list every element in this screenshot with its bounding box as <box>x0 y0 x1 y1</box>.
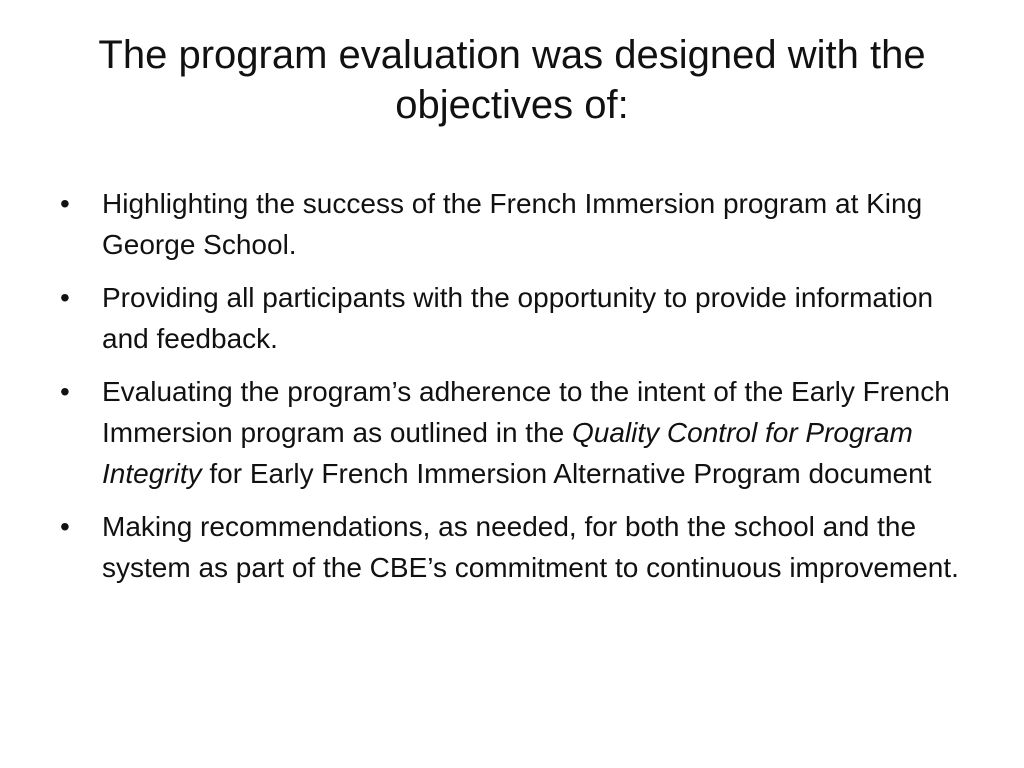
objectives-list <box>60 183 980 600</box>
bullet-text-before: Evaluating the program’s adherence to the intent of the Early French Immersion program as outlined in the <box>102 376 950 448</box>
bullet-icon: • <box>60 188 70 219</box>
bullet-text: Providing all participants with the opportunity to provide information and feedback. <box>102 282 934 354</box>
list-item <box>60 183 980 265</box>
bullet-icon: • <box>60 511 70 542</box>
list-item <box>60 506 980 588</box>
list-item <box>60 371 980 494</box>
bullet-icon: • <box>60 282 70 313</box>
bullet-icon: • <box>60 376 70 407</box>
list-item <box>60 277 980 359</box>
bullet-text: Highlighting the success of the French Immersion program at King George School. <box>102 188 923 260</box>
slide-title: The program evaluation was designed with the objectives of: <box>98 33 926 127</box>
bullet-text-after: for Early French Immersion Alternative Program document <box>201 458 932 489</box>
document-title-italic: Quality Control for Program Integrity <box>102 417 913 489</box>
bullet-text: Making recommendations, as needed, for both the school and the system as part of the CBE’s commitment to continuous improvement. <box>102 511 959 583</box>
